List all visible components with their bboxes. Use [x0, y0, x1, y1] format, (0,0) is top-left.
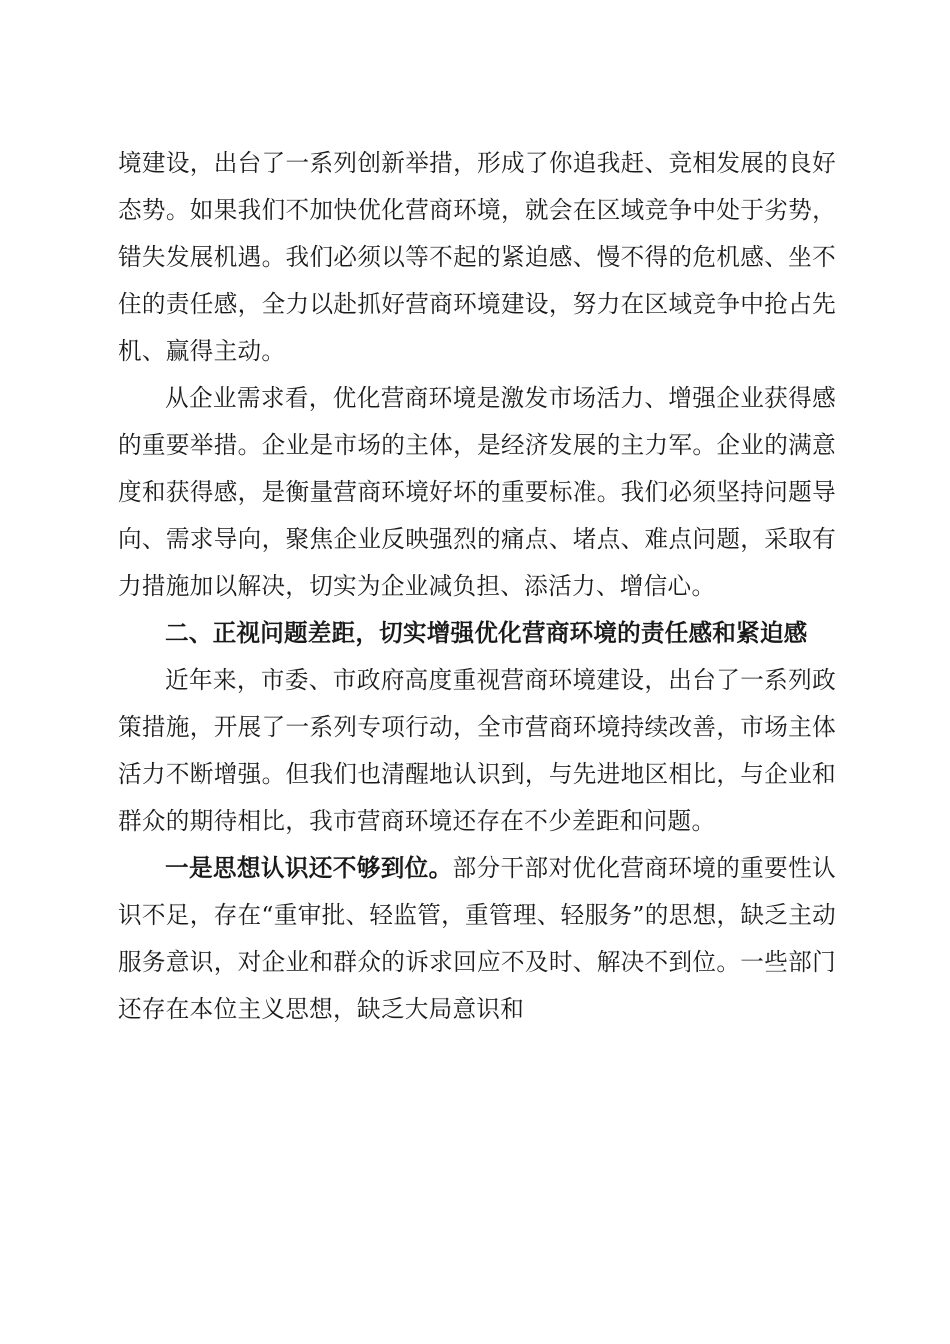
point-one-text: 部分干部对优化营商环境的重要性认识不足，存在“重审批、轻监管，重管理、轻服务”的思想，缺乏主动服务意识，对企业和群众的诉求回应不及时、解决不到位。一些部门还存在本位主义思想，缺乏大局意识和: [118, 854, 836, 1023]
section-heading-two: 二、正视问题差距，切实增强优化营商环境的责任感和紧迫感: [165, 619, 808, 647]
document-body: [118, 140, 836, 1033]
paragraph-recent-years: 近年来，市委、市政府高度重视营商环境建设，出台了一系列政策措施，开展了一系列专项行动，全市营商环境持续改善，市场主体活力不断增强。但我们也清醒地认识到，与先进地区相比，与企业和群众的期待相比，我市营商环境还存在不少差距和问题。: [118, 666, 836, 835]
point-one-lead: 一是思想认识还不够到位。: [165, 854, 453, 882]
paragraph-continuation: 境建设，出台了一系列创新举措，形成了你追我赶、竞相发展的良好态势。如果我们不加快优化营商环境，就会在区域竞争中处于劣势，错失发展机遇。我们必须以等不起的紧迫感、慢不得的危机感、坐不住的责任感，全力以赴抓好营商环境建设，努力在区域竞争中抢占先机、赢得主动。: [118, 149, 836, 365]
paragraph-point-one: [118, 845, 836, 1033]
paragraph-enterprise-demand: 从企业需求看，优化营商环境是激发市场活力、增强企业获得感的重要举措。企业是市场的主体，是经济发展的主力军。企业的满意度和获得感，是衡量营商环境好坏的重要标准。我们必须坚持问题导向、需求导向，聚焦企业反映强烈的痛点、堵点、难点问题，采取有力措施加以解决，切实为企业减负担、添活力、增信心。: [118, 384, 836, 600]
